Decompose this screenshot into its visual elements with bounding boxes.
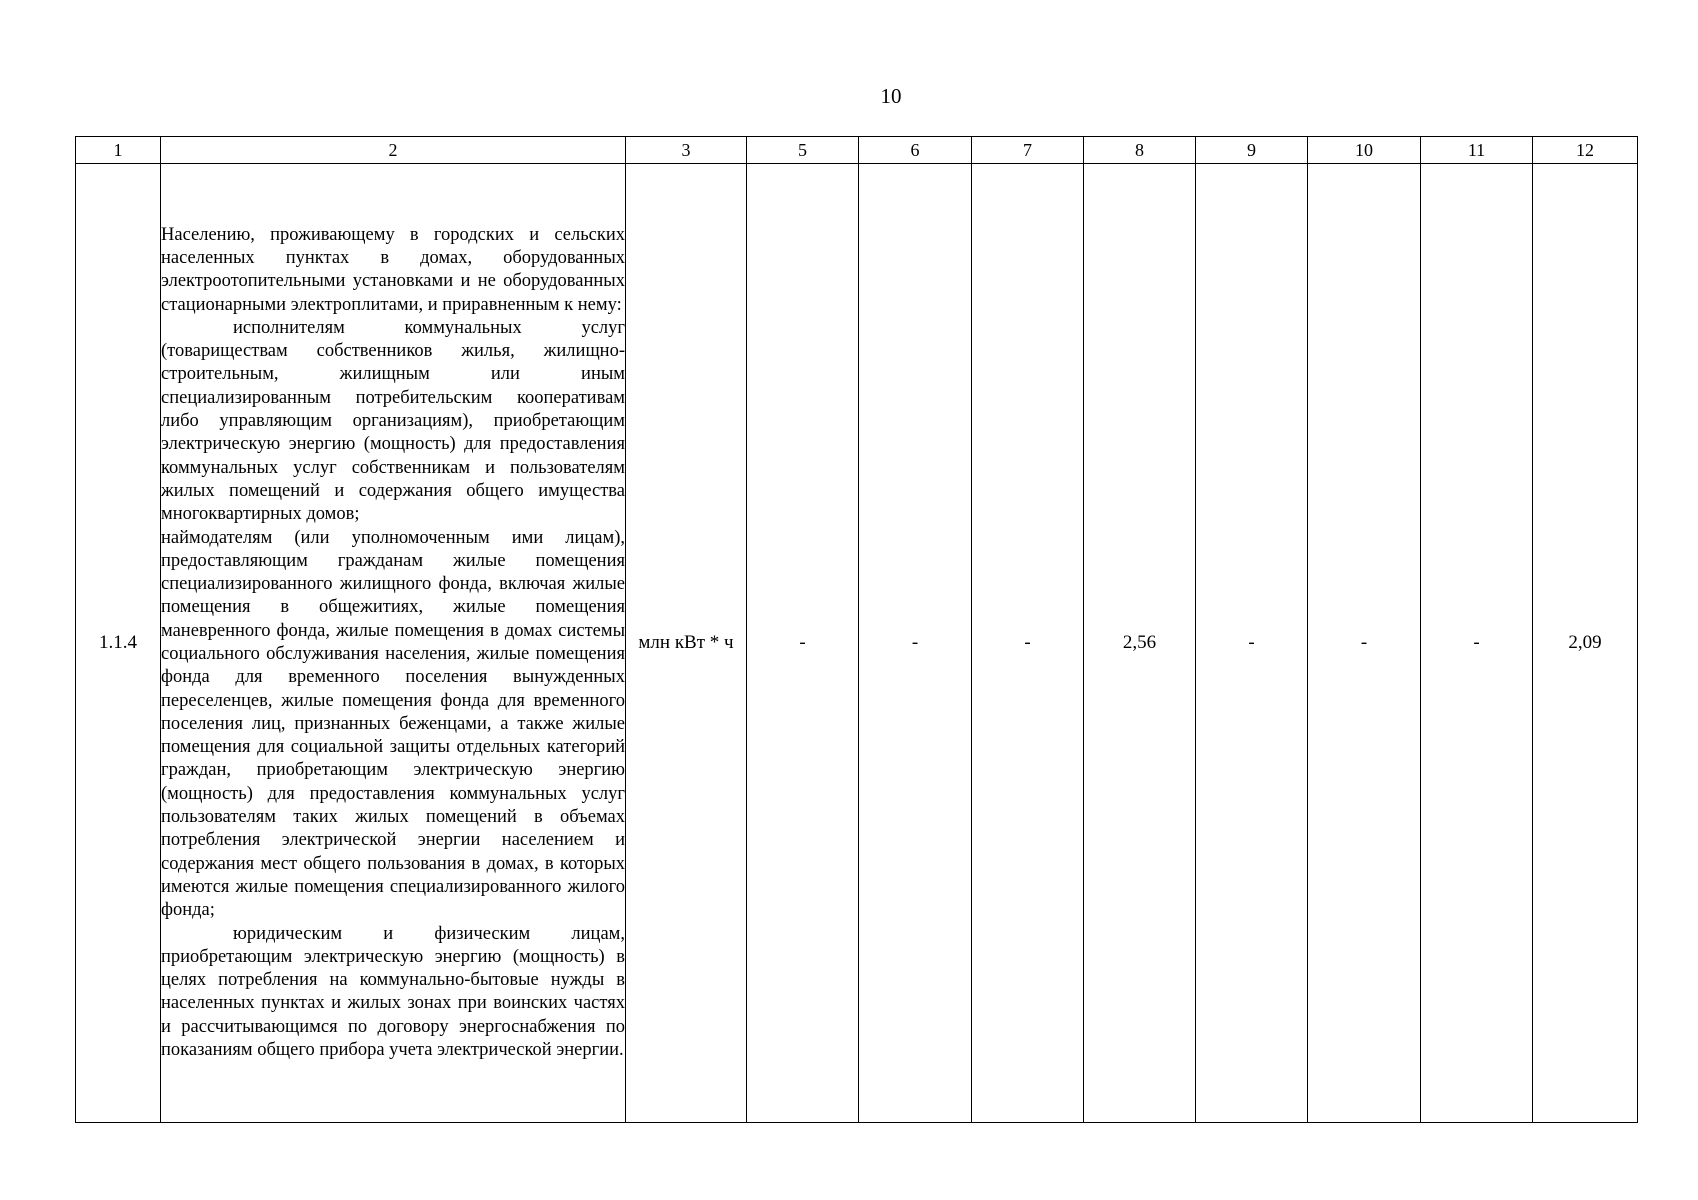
table-row	[76, 164, 1638, 1123]
row-value: -	[1421, 164, 1533, 1123]
row-value: 2,09	[1533, 164, 1638, 1123]
row-value: -	[972, 164, 1084, 1123]
row-description	[161, 164, 626, 1123]
row-value: -	[859, 164, 972, 1123]
column-header: 12	[1533, 137, 1638, 164]
description-paragraph: Населению, проживающему в городских и сельских населенных пунктах в домах, оборудованных электроотопительными установками и не оборудованных стационарными электроплитами, и приравненным к нему:	[161, 224, 625, 315]
data-table	[75, 136, 1638, 1123]
description-paragraph: исполнителям коммунальных услуг (товариществам собственников жилья, жилищно-строительным, жилищным или иным специализированным потребительским кооперативам либо управляющим организациям), приобретающим электрическую энергию (мощность) для предоставления коммунальных услуг собственникам и пользователям жилых помещений и содержания общего имущества многоквартирных домов;	[161, 317, 625, 525]
row-value: -	[1308, 164, 1421, 1123]
description-paragraph: наймодателям (или уполномоченным ими лицам), предоставляющим гражданам жилые помещения специализированного жилищного фонда, включая жилые помещения в общежитиях, жилые помещения маневренного фонда, жилые помещения в домах системы социального обслуживания населения, жилые помещения фонда для временного поселения вынужденных переселенцев, жилые помещения фонда для временного поселения лиц, признанных беженцами, а также жилые помещения для социальной защиты отдельных категорий граждан, приобретающим электрическую энергию (мощность) для предоставления коммунальных услуг пользователям таких жилых помещений в объемах потребления электрической энергии населением и содержания мест общего пользования в домах, в которых имеются жилые помещения специализированного жилого фонда;	[161, 527, 625, 921]
row-unit	[626, 164, 747, 1123]
row-code: 1.1.4	[76, 164, 161, 1123]
column-header: 2	[161, 137, 626, 164]
row-value: -	[747, 164, 859, 1123]
column-header: 7	[972, 137, 1084, 164]
description-paragraph: юридическим и физическим лицам, приобретающим электрическую энергию (мощность) в целях потребления на коммунально-бытовые нужды в населенных пунктах и жилых зонах при воинских частях и рассчитывающимся по договору энергоснабжения по показаниям общего прибора учета электрической энергии.	[161, 923, 625, 1061]
column-header: 5	[747, 137, 859, 164]
column-header: 8	[1084, 137, 1196, 164]
column-header: 3	[626, 137, 747, 164]
column-header: 9	[1196, 137, 1308, 164]
row-value: -	[1196, 164, 1308, 1123]
table-header-row	[76, 137, 1638, 164]
column-header: 6	[859, 137, 972, 164]
column-header: 11	[1421, 137, 1533, 164]
unit-text: млн кВт * ч	[638, 632, 734, 653]
column-header: 10	[1308, 137, 1421, 164]
column-header: 1	[76, 137, 161, 164]
row-value: 2,56	[1084, 164, 1196, 1123]
page-number: 10	[880, 84, 902, 108]
